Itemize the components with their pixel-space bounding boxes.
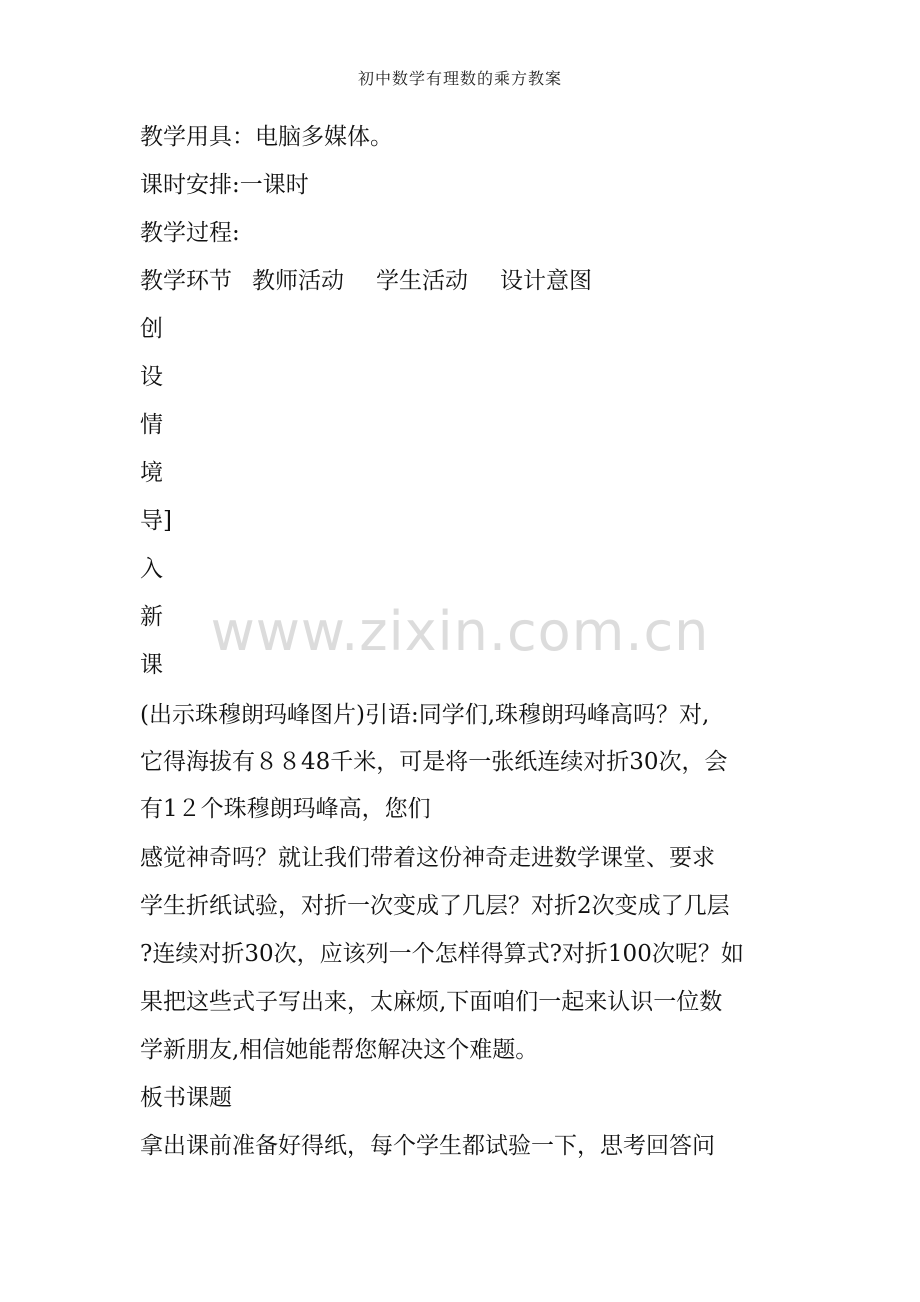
vertical-char: 设 bbox=[140, 364, 163, 390]
schedule-line: 课时安排:一课时 bbox=[140, 172, 309, 198]
table-header-stage: 教学环节 bbox=[140, 268, 232, 294]
process-line: 教学过程: bbox=[140, 220, 240, 246]
paragraph-line: 有1２个珠穆朗玛峰高，您们 bbox=[140, 796, 431, 822]
paragraph-line: 感觉神奇吗？就让我们带着这份神奇走进数学课堂、要求 bbox=[140, 845, 715, 871]
paragraph-line: 拿出课前准备好得纸，每个学生都试验一下，思考回答问 bbox=[140, 1133, 715, 1159]
paragraph-line: ?连续对折30次，应该列一个怎样得算式?对折100次呢？如 bbox=[140, 941, 744, 967]
vertical-char: 导] bbox=[140, 508, 172, 534]
vertical-char: 境 bbox=[140, 460, 163, 486]
vertical-char: 新 bbox=[140, 604, 163, 630]
vertical-char: 情 bbox=[140, 412, 163, 438]
table-header-design: 设计意图 bbox=[500, 268, 592, 294]
watermark: www.zixin.com.cn bbox=[210, 600, 710, 663]
paragraph-line: 它得海拔有８８48千米，可是将一张纸连续对折30次，会 bbox=[140, 749, 728, 775]
vertical-char: 入 bbox=[140, 556, 163, 582]
table-header-student: 学生活动 bbox=[376, 268, 468, 294]
vertical-char: 课 bbox=[140, 652, 163, 678]
teaching-tools-line: 教学用具：电脑多媒体。 bbox=[140, 124, 393, 150]
vertical-char: 创 bbox=[140, 316, 163, 342]
page-header: 初中数学有理数的乘方教案 bbox=[357, 69, 562, 88]
paragraph-line: 学新朋友,相信她能帮您解决这个难题。 bbox=[140, 1037, 539, 1063]
table-header-row bbox=[140, 266, 592, 296]
paragraph-line: 果把这些式子写出来，太麻烦,下面咱们一起来认识一位数 bbox=[140, 989, 723, 1015]
paragraph-line: (出示珠穆朗玛峰图片)引语:同学们,珠穆朗玛峰高吗？对, bbox=[140, 702, 710, 728]
table-header-teacher: 教师活动 bbox=[252, 268, 344, 294]
paragraph-line: 学生折纸试验，对折一次变成了几层？对折2次变成了几层 bbox=[140, 893, 730, 919]
blackboard-title-line: 板书课题 bbox=[140, 1085, 232, 1111]
